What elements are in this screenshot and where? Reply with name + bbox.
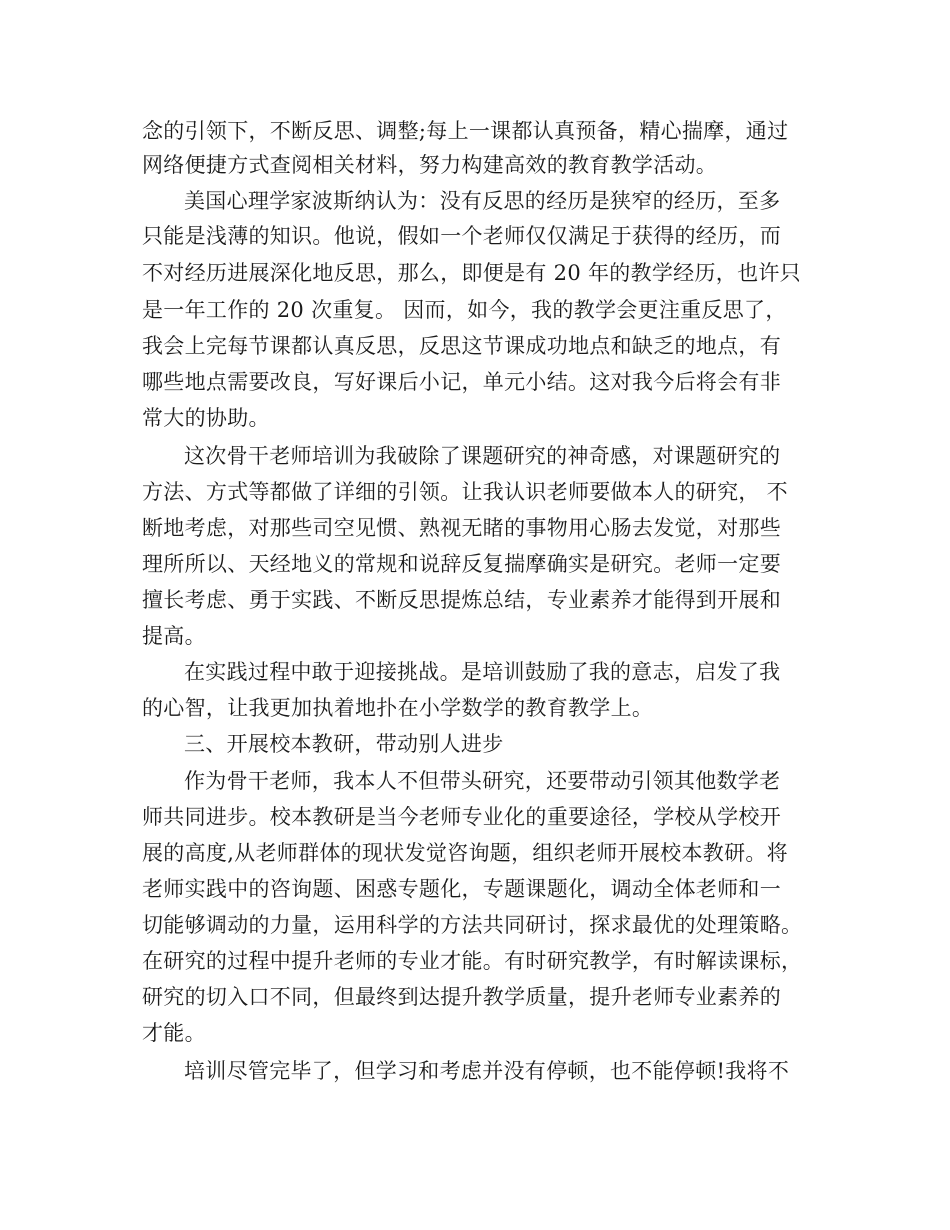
text-line: 展的高度,从老师群体的现状发觉咨询题，组织老师开展校本教研。将 [142, 841, 788, 865]
text-line: 常大的协助。 [142, 406, 270, 430]
text-line: 哪些地点需要改良，写好课后小记，单元小结。这对我今后将会有非 [142, 370, 781, 394]
text-line: 才能。 [142, 1021, 206, 1045]
paragraph-first-line: 这次骨干老师培训为我破除了课题研究的神奇感，对课题研究的 [184, 444, 781, 468]
text-line: 提高。 [142, 624, 206, 648]
paragraph-first-line: 培训尽管完毕了，但学习和考虑并没有停顿，也不能停顿!我将不 [184, 1059, 790, 1083]
text-line: 理所所以、天经地义的常规和说辞反复揣摩确实是研究。老师一定要 [142, 552, 781, 576]
text-line: 切能够调动的力量，运用科学的方法共同研讨，探求最优的处理策略。 [142, 913, 803, 937]
text-line: 方法、方式等都做了详细的引领。让我认识老师要做本人的研究， 不 [142, 480, 788, 504]
text-line: 在研究的过程中提升老师的专业才能。有时研究教学，有时解读课标， [142, 949, 803, 973]
text-line: 擅长考虑、勇于实践、不断反思提炼总结，专业素养才能得到开展和 [142, 588, 781, 612]
paragraph-first-line: 美国心理学家波斯纳认为：没有反思的经历是狭窄的经历，至多 [184, 189, 781, 213]
text-line: 断地考虑，对那些司空见惯、熟视无睹的事物用心肠去发觉，对那些 [142, 516, 781, 540]
text-line: 不对经历进展深化地反思，那么，即便是有 20 年的教学经历，也许只 [142, 261, 801, 285]
paragraph-first-line: 在实践过程中敢于迎接挑战。是培训鼓励了我的意志，启发了我 [184, 660, 781, 684]
text-line: 我会上完每节课都认真反思，反思这节课成功地点和缺乏的地点，有 [142, 334, 781, 358]
text-line: 研究的切入口不同，但最终到达提升教学质量，提升老师专业素养的 [142, 985, 781, 1009]
text-line: 网络便捷方式查阅相关材料，努力构建高效的教育教学活动。 [142, 153, 718, 177]
text-line: 只能是浅薄的知识。他说，假如一个老师仅仅满足于获得的经历，而 [142, 224, 781, 248]
text-line: 是一年工作的 20 次重复。 因而，如今，我的教学会更注重反思了， [142, 298, 787, 322]
paragraph-first-line: 作为骨干老师，我本人不但带头研究，还要带动引领其他数学老 [184, 769, 781, 793]
section-heading: 三、开展校本教研，带动别人进步 [184, 732, 504, 756]
text-line: 师共同进步。校本教研是当今老师专业化的重要途径，学校从学校开 [142, 805, 781, 829]
text-line: 念的引领下，不断反思、调整;每上一课都认真预备，精心揣摩，通过 [142, 119, 789, 143]
text-line: 老师实践中的咨询题、困惑专题化，专题课题化，调动全体老师和一 [142, 877, 781, 901]
text-line: 的心智，让我更加执着地扑在小学数学的教育教学上。 [142, 696, 654, 720]
